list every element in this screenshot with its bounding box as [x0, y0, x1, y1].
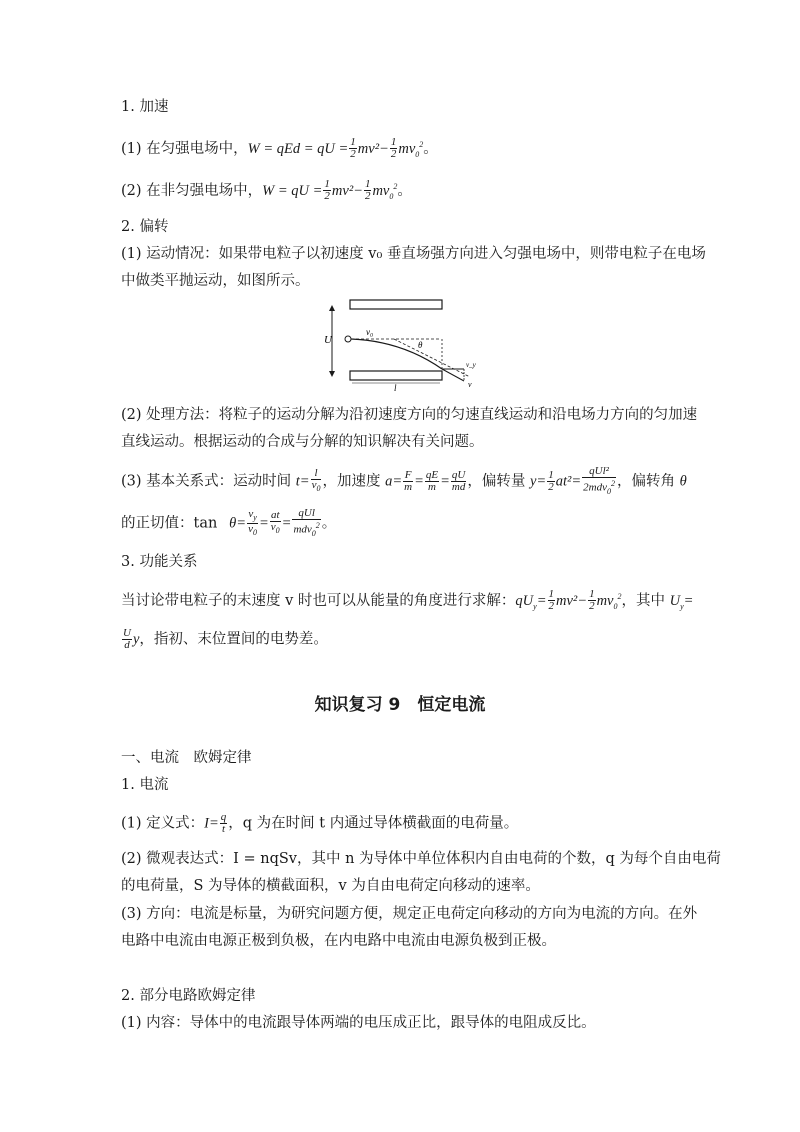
frac-time: $\frac{l}{v_0}$ [311, 467, 321, 494]
accel-label: ，加速度 [322, 473, 381, 490]
frac-half-1: $\frac{1}{2}$ [350, 136, 356, 161]
v-arrow [442, 369, 464, 381]
frac-U-d: $\frac{U}{d}$ [123, 627, 131, 651]
direction-line-2: 电路中电流由电源正极到负极，在内电路中电流由电源负极到正极。 [121, 933, 556, 949]
ohm-content: (1) 内容：导体中的电流跟导体两端的电压成正比，跟导体的电阻成反比。 [121, 1015, 596, 1031]
energy-formula: $qU_y=$ [515, 592, 547, 611]
method-line-2: 直线运动。根据运动的合成与分解的知识解决有关问题。 [121, 434, 484, 450]
frac-at-v0: $\frac{at}{v_0}$ [270, 509, 280, 536]
kinetic-term: mv²− [357, 140, 389, 157]
basic-relations: (3) 基本关系式：运动时间 t= $\frac{l}{v_0}$ ，加速度 a= $\frac{F}{m}$ = $\frac{qE}{m}$ = $\frac{qU}{md}$ ，偏转量 y= $\frac{1}{2}$ at²= $\frac{\text{qUl²}}{2mdv_0^2}$ ，偏转角 θ [121, 465, 687, 496]
label-theta: θ [418, 340, 423, 350]
frac-q-t: $\frac{q}{t}$ [220, 811, 227, 835]
current-definition [121, 812, 518, 835]
nonuniform-field-work [121, 176, 412, 208]
motion-line-1: (1) 运动情况：如果带电粒子以初速度 v₀ 垂直场强方向进入匀强电场中，则带电粒子在电场 [121, 246, 706, 262]
voltage-arrow-head-down [329, 371, 335, 377]
frac-half-4: $\frac{1}{2}$ [364, 178, 371, 203]
def-text: ，q 为在时间 t 内通过导体横截面的电荷量。 [228, 815, 519, 832]
def-formula: I= [204, 815, 219, 832]
heading-deflection: 2. 偏转 [121, 219, 169, 235]
time-formula: t= [295, 473, 310, 490]
micro-line-2: 的电荷量，S 为导体的横截面积，v 为自由电荷定向移动的速率。 [121, 878, 540, 894]
label-v: v [468, 380, 472, 389]
label-U: U [324, 334, 332, 346]
basic-label: (3) 基本关系式：运动时间 [121, 473, 292, 490]
sub-heading-current: 1. 电流 [121, 777, 169, 793]
frac-vy-v0: $\frac{v_y}{v_0}$ [248, 507, 257, 538]
nonuniform-field-label: (2) 在非匀强电场中， [121, 182, 263, 199]
offset-formula: y= [529, 473, 547, 490]
tan-label: 的正切值：tan [121, 515, 218, 532]
part-heading-current: 一、电流 欧姆定律 [121, 750, 252, 766]
frac-half-2: $\frac{1}{2}$ [390, 136, 397, 161]
kinetic-term-initial: $mv_0^2$ [398, 140, 424, 159]
uniform-field-label: (1) 在匀强电场中， [121, 140, 248, 157]
frac-half-3: $\frac{1}{2}$ [324, 178, 330, 203]
nonuniform-field-formula: W = qU = [262, 182, 323, 199]
page-title: 知识复习 9 恒定电流 [314, 695, 486, 715]
energy-text: 当讨论带电粒子的末速度 v 时也可以从能量的角度进行求解： [121, 592, 516, 609]
frac-offset: $\frac{\text{qUl²}}{2mdv_0^2}$ [583, 465, 615, 496]
lower-plate [350, 371, 442, 380]
frac-half-7: $\frac{1}{2}$ [589, 588, 595, 613]
method-line-1: (2) 处理方法：将粒子的运动分解为沿初速度方向的匀速直线运动和沿电场力方向的匀加速 [121, 407, 698, 423]
tan-relation: 的正切值：tan θ= $\frac{v_y}{v_0}$ = $\frac{at}{v_0}$ = $\frac{\text{qUl}}{mdv_0^2}$ 。 [121, 507, 337, 538]
frac-F-m: $\frac{F}{m}$ [404, 468, 413, 493]
uniform-field-work [121, 134, 438, 166]
energy-mid: ，其中 [621, 592, 665, 609]
punct: 。 [397, 182, 412, 199]
voltage-arrow-head-up [329, 305, 335, 311]
label-v0: v₀ [366, 327, 374, 337]
heading-acceleration: 1. 加速 [121, 99, 169, 115]
angle-label: ，偏转角 [616, 473, 675, 490]
punct: 。 [423, 140, 438, 157]
direction-line-1: (3) 方向：电流是标量，为研究问题方便，规定正电荷定向移动的方向为电流的方向。在外 [121, 906, 698, 922]
motion-line-2: 中做类平抛运动，如图所示。 [121, 273, 310, 289]
label-l: l [394, 383, 397, 393]
kinetic-term-2: mv²− [331, 182, 363, 199]
uniform-field-formula: W = qEd = qU = [247, 140, 349, 157]
heading-energy: 3. 功能关系 [121, 554, 198, 570]
energy-line-1: 当讨论带电粒子的末速度 v 时也可以从能量的角度进行求解：$qU_y=$ $\frac{1}{2}$ mv²− $\frac{1}{2}$ $mv_0^2$，其中 $U_y=$ [121, 588, 694, 613]
frac-tan: $\frac{\text{qUl}}{mdv_0^2}$ [293, 507, 320, 538]
deflection-diagram [322, 295, 482, 395]
particle-source [345, 336, 351, 342]
upper-plate [350, 300, 442, 309]
frac-qU-md: $\frac{qU}{md}$ [451, 468, 466, 493]
accel-formula: a= [385, 473, 403, 490]
frac-qE-m: $\frac{qE}{m}$ [425, 468, 439, 493]
micro-line-1: (2) 微观表达式：I = nqSv，其中 n 为导体中单位体积内自由电荷的个数，q 为每个自由电荷 [121, 851, 721, 867]
def-label: (1) 定义式： [121, 815, 205, 832]
energy-line-2: $\frac{U}{d}$ y，指初、末位置间的电势差。 [123, 627, 328, 651]
kinetic-term-initial-2: $mv_0^2$ [372, 182, 398, 201]
offset-label: ，偏转量 [467, 473, 526, 490]
punct: 。 [321, 515, 337, 532]
frac-half-5: $\frac{1}{2}$ [548, 468, 554, 493]
trajectory [351, 339, 442, 369]
label-vy: v_y [466, 361, 476, 369]
frac-half-6: $\frac{1}{2}$ [548, 588, 555, 613]
energy-suffix: ，指初、末位置间的电势差。 [139, 631, 328, 648]
ohm-heading: 2. 部分电路欧姆定律 [121, 988, 256, 1004]
